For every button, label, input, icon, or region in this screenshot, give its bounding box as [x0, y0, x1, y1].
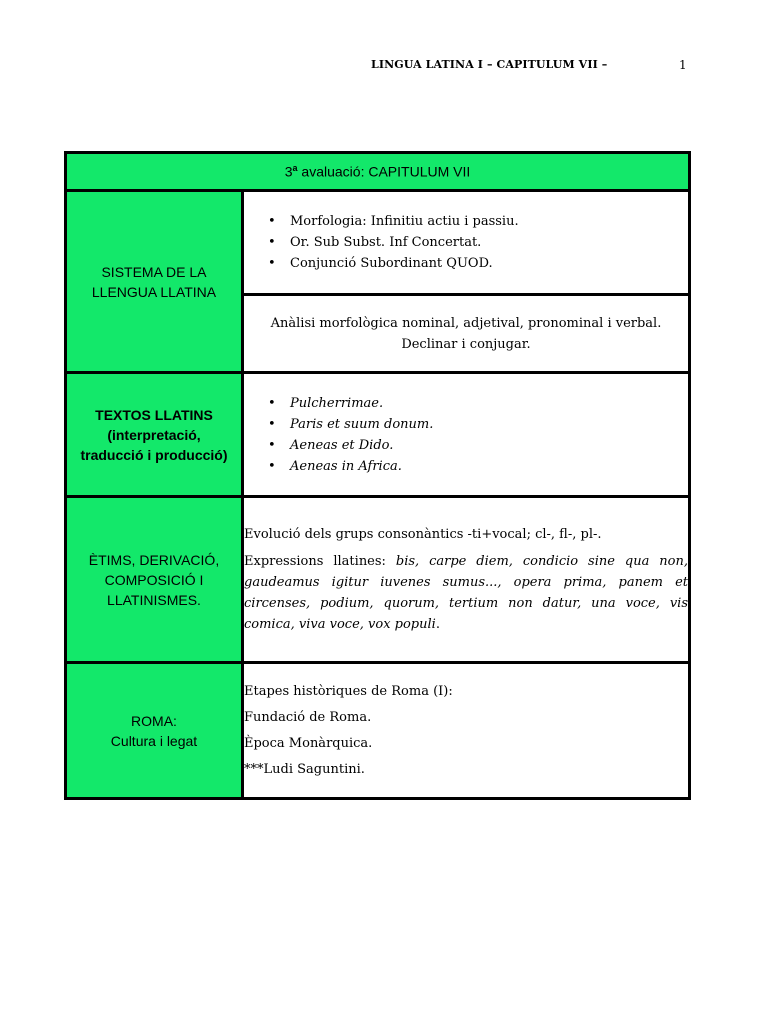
page-number: 1 — [679, 58, 687, 72]
roma-line: Època Monàrquica. — [244, 735, 373, 751]
section-label-line: ROMA: — [131, 712, 177, 729]
section-label-line: traducció i producció) — [80, 446, 228, 463]
evolucio-text: Evolució dels grups consonàntics -ti+vocal; cl-, fl-, pl-. — [244, 527, 602, 542]
expressions-paragraph — [244, 551, 688, 635]
sistema-bullet-list — [244, 211, 688, 274]
list-item: • Conjunció Subordinant QUOD. — [268, 253, 688, 274]
list-item: • Aeneas et Dido. — [268, 435, 688, 456]
textos-bullets-cell — [243, 373, 690, 497]
section-label-line: LLENGUA LLATINA — [91, 283, 217, 300]
title-superscript: a — [292, 163, 298, 174]
list-item: • Pulcherrimae. — [268, 393, 688, 414]
analysis-line: Declinar i conjugar. — [401, 336, 531, 352]
section-label-roma — [66, 663, 243, 799]
curriculum-table — [64, 151, 691, 800]
section-label-textos — [66, 373, 243, 497]
section-label-line: TEXTOS LLATINS — [95, 406, 213, 423]
title-rest: avaluació: CAPITULUM VII — [297, 163, 471, 180]
title-prefix: 3 — [284, 163, 293, 180]
section-label-line: COMPOSICIÓ I — [104, 571, 204, 588]
etims-content-cell — [243, 497, 690, 663]
analysis-line: Anàlisi morfològica nominal, adjetival, pronominal i verbal. — [270, 315, 662, 331]
section-label-etims — [66, 497, 243, 663]
expressions-end: . — [435, 617, 440, 632]
list-item: • Aeneas in Africa. — [268, 456, 688, 477]
sistema-analysis-cell — [243, 295, 690, 373]
section-label-line: SISTEMA DE LA — [101, 263, 207, 280]
sistema-bullets-cell — [243, 191, 690, 295]
roma-line: Fundació de Roma. — [244, 709, 372, 725]
table-title — [66, 153, 690, 191]
section-label-line: (interpretació, — [107, 426, 201, 443]
roma-line: Etapes històriques de Roma (I): — [244, 683, 453, 699]
list-item: • Morfologia: Infinitiu actiu i passiu. — [268, 211, 688, 232]
section-label-line: LLATINISMES. — [107, 591, 201, 608]
list-item: • Paris et suum donum. — [268, 414, 688, 435]
expressions-label: Expressions llatines: — [244, 554, 396, 569]
section-label-line: Cultura i legat — [110, 732, 198, 749]
textos-bullet-list — [244, 393, 688, 477]
page-header — [0, 58, 768, 78]
expressions-list: bis, carpe diem, condicio sine qua non, gaudeamus igitur iuvenes sumus..., opera prima, panem et circenses, podium, quorum, tertium non datur, una voce, vis comica, viva voce, vox populi — [244, 554, 688, 632]
section-label-sistema — [66, 191, 243, 373]
section-label-line: ÈTIMS, DERIVACIÓ, — [88, 551, 220, 568]
header-title: LINGUA LATINA I – CAPITULUM VII – — [371, 58, 608, 71]
roma-line: ***Ludi Saguntini. — [244, 761, 365, 777]
list-item: • Or. Sub Subst. Inf Concertat. — [268, 232, 688, 253]
roma-content-cell — [243, 663, 690, 799]
